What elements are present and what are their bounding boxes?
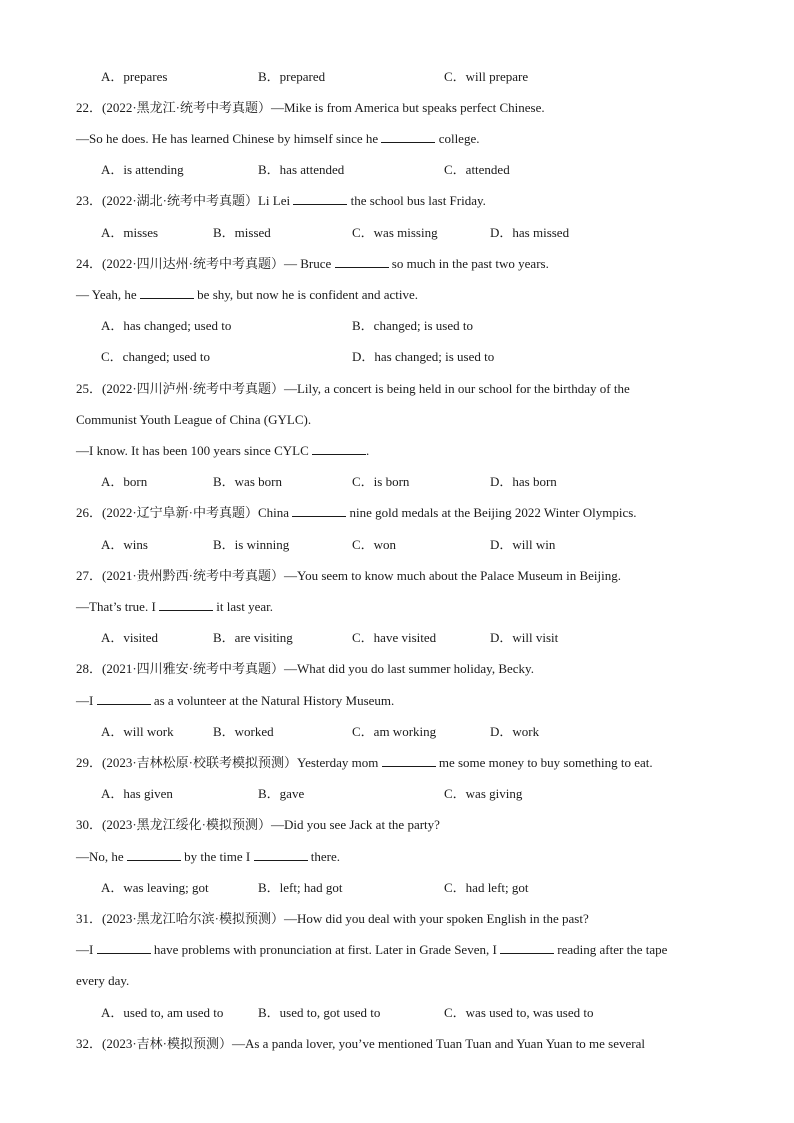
q23-stem bbox=[76, 193, 486, 209]
q21-option-c: C．will prepare bbox=[444, 69, 529, 84]
q28-line2-text-after: as a volunteer at the Natural History Museum. bbox=[153, 693, 395, 708]
q28-option-c: C．am working bbox=[352, 724, 437, 739]
q24-option-d: D．has changed; is used to bbox=[352, 349, 495, 364]
q30-line2-text: —No, he bbox=[76, 849, 124, 864]
answer-blank bbox=[335, 256, 389, 268]
q26-text-after: nine gold medals at the Beijing 2022 Winter Olympics. bbox=[349, 505, 637, 520]
q22-option-c: C．attended bbox=[444, 162, 510, 177]
q25-stem: 25．(2022·四川泸州·统考中考真题）—Lily, a concert is being held in our school for the birthday of the bbox=[76, 381, 630, 396]
q29-text: 29．(2023·吉林松原·校联考模拟预测）Yesterday mom bbox=[76, 755, 379, 770]
q29-option-a: A．has given bbox=[101, 786, 173, 801]
q28-option-d: D．work bbox=[490, 724, 540, 739]
q26-stem bbox=[76, 505, 637, 521]
q23-text: 23．(2022·湖北·统考中考真题）Li Lei bbox=[76, 193, 291, 208]
q25-option-b: B．was born bbox=[213, 474, 282, 489]
q29-text-after: me some money to buy something to eat. bbox=[438, 755, 653, 770]
q27-option-a: A．visited bbox=[101, 630, 159, 645]
q28-option-b: B．worked bbox=[213, 724, 274, 739]
q31-line2-text-after: reading after the tape bbox=[557, 942, 668, 957]
q24-option-c: C．changed; used to bbox=[101, 349, 211, 364]
q27-line2 bbox=[76, 599, 273, 615]
q26-option-c: C．won bbox=[352, 537, 397, 552]
q26-option-a: A．wins bbox=[101, 537, 148, 552]
answer-blank bbox=[500, 942, 554, 954]
q31-stem: 31．(2023·黑龙江哈尔滨·模拟预测）—How did you deal with your spoken English in the past? bbox=[76, 911, 589, 926]
q23-option-d: D．has missed bbox=[490, 225, 570, 240]
q22-option-b: B．has attended bbox=[258, 162, 345, 177]
q31-option-b: B．used to, got used to bbox=[258, 1005, 381, 1020]
q26-option-b: B．is winning bbox=[213, 537, 290, 552]
q23-option-c: C．was missing bbox=[352, 225, 438, 240]
q29-option-b: B．gave bbox=[258, 786, 305, 801]
q23-text-after: the school bus last Friday. bbox=[350, 193, 486, 208]
q27-line2-text-after: it last year. bbox=[216, 599, 273, 614]
q31-line2 bbox=[76, 942, 667, 958]
q31-option-a: A．used to, am used to bbox=[101, 1005, 224, 1020]
q28-line2 bbox=[76, 693, 394, 709]
answer-blank bbox=[97, 693, 151, 705]
q24-stem bbox=[76, 256, 549, 272]
q22-line2-text: —So he does. He has learned Chinese by himself since he bbox=[76, 131, 379, 146]
q31-line3: every day. bbox=[76, 973, 130, 988]
q29-option-c: C．was giving bbox=[444, 786, 523, 801]
answer-blank bbox=[159, 599, 213, 611]
q26-option-d: D．will win bbox=[490, 537, 556, 552]
q22-line2-text-after: college. bbox=[438, 131, 480, 146]
q25-option-c: C．is born bbox=[352, 474, 410, 489]
q28-line2-text: —I bbox=[76, 693, 94, 708]
q31-line2-text: —I bbox=[76, 942, 94, 957]
q22-line2 bbox=[76, 131, 479, 147]
answer-blank bbox=[140, 287, 194, 299]
q28-option-a: A．will work bbox=[101, 724, 174, 739]
answer-blank bbox=[97, 942, 151, 954]
q32-stem: 32．(2023·吉林·模拟预测）—As a panda lover, you’ve mentioned Tuan Tuan and Yuan Yuan to me several bbox=[76, 1036, 645, 1051]
q25-option-d: D．has born bbox=[490, 474, 557, 489]
answer-blank bbox=[127, 849, 181, 861]
q23-option-a: A．misses bbox=[101, 225, 159, 240]
q27-option-d: D．will visit bbox=[490, 630, 559, 645]
q22-stem: 22．(2022·黑龙江·统考中考真题）—Mike is from America but speaks perfect Chinese. bbox=[76, 100, 545, 115]
q24-line2-text: — Yeah, he bbox=[76, 287, 137, 302]
q24-line2-text-after: be shy, but now he is confident and active. bbox=[197, 287, 418, 302]
q30-line2 bbox=[76, 849, 340, 865]
q27-option-b: B．are visiting bbox=[213, 630, 293, 645]
q24-option-a: A．has changed; used to bbox=[101, 318, 232, 333]
answer-blank bbox=[312, 443, 366, 455]
q30-option-a: A．was leaving; got bbox=[101, 880, 209, 895]
q29-stem bbox=[76, 755, 653, 771]
q26-text: 26．(2022·辽宁阜新·中考真题）China bbox=[76, 505, 290, 520]
q23-option-b: B．missed bbox=[213, 225, 271, 240]
q25-line3 bbox=[76, 443, 369, 459]
q21-option-b: B．prepared bbox=[258, 69, 326, 84]
answer-blank bbox=[381, 131, 435, 143]
q30-stem: 30．(2023·黑龙江绥化·模拟预测）—Did you see Jack at the party? bbox=[76, 817, 440, 832]
q30-option-c: C．had left; got bbox=[444, 880, 529, 895]
q30-line2-text-after: there. bbox=[310, 849, 340, 864]
answer-blank bbox=[292, 505, 346, 517]
q31-line2-text-mid: have problems with pronunciation at first. Later in Grade Seven, I bbox=[153, 942, 497, 957]
q25-option-a: A．born bbox=[101, 474, 148, 489]
q30-option-b: B．left; had got bbox=[258, 880, 343, 895]
q27-stem: 27．(2021·贵州黔西·统考中考真题）—You seem to know much about the Palace Museum in Beijing. bbox=[76, 568, 621, 583]
answer-blank bbox=[293, 193, 347, 205]
q25-line3-text: —I know. It has been 100 years since CYLC bbox=[76, 443, 309, 458]
q27-option-c: C．have visited bbox=[352, 630, 437, 645]
q22-option-a: A．is attending bbox=[101, 162, 184, 177]
q24-text-after: so much in the past two years. bbox=[391, 256, 549, 271]
q24-option-b: B．changed; is used to bbox=[352, 318, 473, 333]
q31-option-c: C．was used to, was used to bbox=[444, 1005, 594, 1020]
q24-line2 bbox=[76, 287, 418, 303]
q25-stem-line2: Communist Youth League of China (GYLC). bbox=[76, 412, 312, 427]
answer-blank bbox=[382, 755, 436, 767]
q21-option-a: A．prepares bbox=[101, 69, 168, 84]
q30-line2-text-mid: by the time I bbox=[184, 849, 251, 864]
answer-blank bbox=[254, 849, 308, 861]
q24-text: 24．(2022·四川达州·统考中考真题）— Bruce bbox=[76, 256, 332, 271]
q25-line3-text-after: . bbox=[366, 443, 370, 458]
q28-stem: 28．(2021·四川雅安·统考中考真题）—What did you do last summer holiday, Becky. bbox=[76, 661, 534, 676]
q27-line2-text: —That’s true. I bbox=[76, 599, 156, 614]
